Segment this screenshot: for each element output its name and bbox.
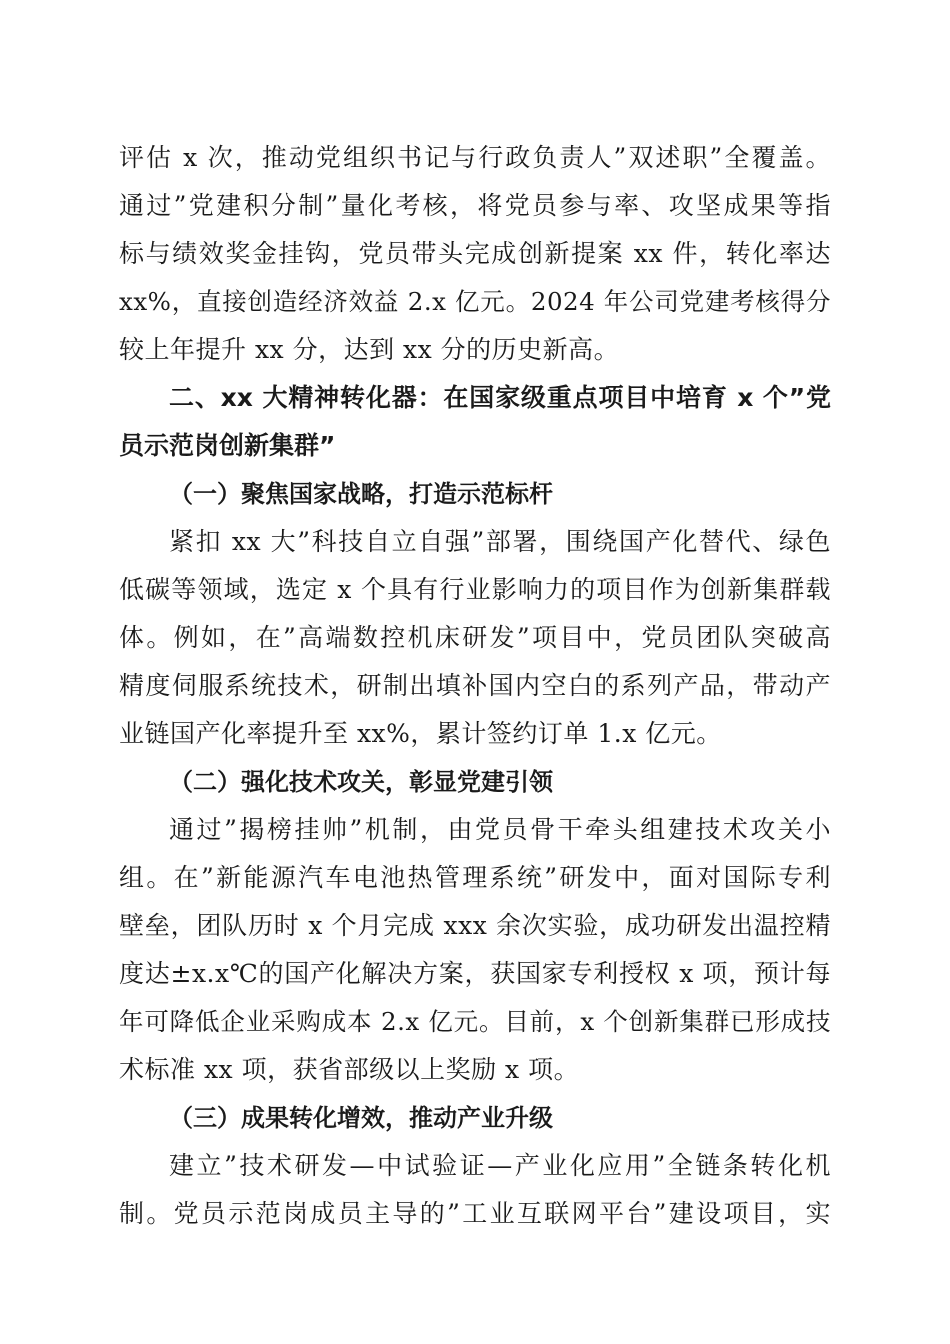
subsection-heading-2: （二）强化技术攻关，彰显党建引领 [169, 767, 553, 796]
text-line: 业链国产化率提升至 xx%，累计签约订单 1.x 亿元。 [119, 719, 722, 748]
section-heading-line: 员示范岗创新集群” [119, 431, 336, 460]
text-line: 标与绩效奖金挂钩，党员带头完成创新提案 xx 件，转化率达 [119, 239, 831, 268]
text-line: 精度伺服系统技术，研制出填补国内空白的系列产品，带动产 [119, 671, 831, 700]
text-line: 年可降低企业采购成本 2.x 亿元。目前，x 个创新集群已形成技 [119, 1007, 831, 1036]
text-line: 评估 x 次，推动党组织书记与行政负责人”双述职”全覆盖。 [119, 143, 831, 172]
text-line: 建立”技术研发—中试验证—产业化应用”全链条转化机 [169, 1151, 831, 1180]
text-line: 紧扣 xx 大”科技自立自强”部署，围绕国产化替代、绿色 [169, 527, 831, 556]
text-line: 壁垒，团队历时 x 个月完成 xxx 余次实验，成功研发出温控精 [119, 911, 831, 940]
paragraph-results-transformation [119, 1142, 831, 1238]
text-line: 组。在”新能源汽车电池热管理系统”研发中，面对国际专利 [119, 863, 831, 892]
subsection-heading-3: （三）成果转化增效，推动产业升级 [169, 1103, 553, 1132]
subsection-heading-1: （一）聚焦国家战略，打造示范标杆 [169, 479, 553, 508]
text-line: 较上年提升 xx 分，达到 xx 分的历史新高。 [119, 335, 620, 364]
text-line: xx%，直接创造经济效益 2.x 亿元。2024 年公司党建考核得分 [119, 287, 831, 316]
text-line: 体。例如，在”高端数控机床研发”项目中，党员团队突破高 [119, 623, 831, 652]
text-line: 通过”揭榜挂帅”机制，由党员骨干牵头组建技术攻关小 [169, 815, 831, 844]
text-line: 度达±x.x℃的国产化解决方案，获国家专利授权 x 项，预计每 [119, 959, 831, 988]
text-line: 术标准 xx 项，获省部级以上奖励 x 项。 [119, 1055, 580, 1084]
text-line: 低碳等领域，选定 x 个具有行业影响力的项目作为创新集群载 [119, 575, 831, 604]
paragraph-national-strategy [119, 518, 831, 758]
paragraph-evaluation [119, 134, 831, 374]
text-line: 制。党员示范岗成员主导的”工业互联网平台”建设项目，实 [119, 1199, 831, 1228]
document-page [119, 134, 831, 1238]
section-heading [119, 374, 831, 470]
text-line: 通过”党建积分制”量化考核，将党员参与率、攻坚成果等指 [119, 191, 831, 220]
paragraph-tech-breakthrough [119, 806, 831, 1094]
section-heading-line: 二、xx 大精神转化器：在国家级重点项目中培育 x 个”党 [169, 383, 831, 412]
